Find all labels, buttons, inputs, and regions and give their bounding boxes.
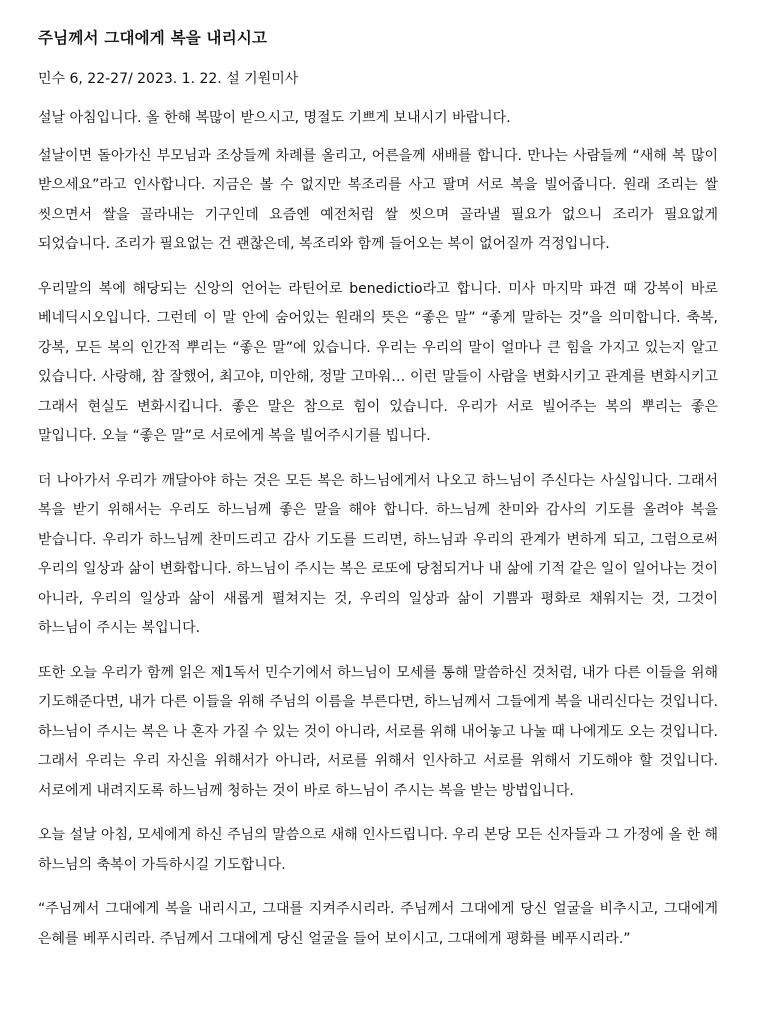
paragraph-4: 더 나아가서 우리가 깨달아야 하는 것은 모든 복은 하느님에게서 나오고 하느님이 주신다는 사실입니다. 그래서 복을 받기 위해서는 우리도 하느님께 좋은 말을 해야 합니다. 하느님께 찬미와 감사의 기도를 올려야 복을 받습니다. 우리가 하느님께 찬미드리고 감사 기도를 드리면, 하느님과 우리의 관계가 변하게 되고, 그럼으로써 우리의 일상과 삶이 변화합니다. 하느님이 주시는 복은 로또에 당첨되거나 내 삶에 기적 같은 일이 일어나는 것이 아니라, 우리의 일상과 삶이 새롭게 펼쳐지는 것, 우리의 일상과 삶이 기쁨과 평화로 채워지는 것, 그것이 하느님이 주시는 복입니다.: [38, 472, 718, 636]
paragraph-2: 설날이면 돌아가신 부모님과 조상들께 차례를 올리고, 어른을께 새배를 합니다. 만나는 사람들께 “새해 복 많이 받으세요”라고 인사합니다. 지금은 볼 수 없지만 복조리를 사고 팔며 서로 복을 빌어줍니다. 원래 조리는 쌀 씻으면서 쌀을 골라내는 기구인데 요즘엔 예전처럼 쌀 씻으며 골라낼 필요가 없으니 조리가 필요없게 되었습니다. 조리가 필요없는 건 괜찮은데, 복조리와 함께 들어오는 복이 없어질까 걱정입니다.: [38, 147, 718, 252]
paragraph-6: 오늘 설날 아침, 모세에게 하신 주님의 말씀으로 새해 인사드립니다. 우리 본당 모든 신자들과 그 가정에 올 한 해 하느님의 축복이 가득하시길 기도합니다.: [38, 827, 718, 873]
paragraph-7: “주님께서 그대에게 복을 내리시고, 그대를 지켜주시리라. 주님께서 그대에게 당신 얼굴을 비추시고, 그대에게 은혜를 베푸시리라. 주님께서 그대에게 당신 얼굴을 들어 보이시고, 그대에게 평화를 베푸시리라.”: [38, 901, 718, 947]
paragraph-3: 우리말의 복에 해당되는 신앙의 언어는 라틴어로 benedictio라고 합니다. 미사 마지막 파견 때 강복이 바로 베네딕시오입니다. 그런데 이 말 안에 숨어있는 원래의 뜻은 “좋은 말” “좋게 말하는 것”을 의미합니다. 축복, 강복, 모든 복의 인간적 뿌리는 “좋은 말”에 있습니다. 우리는 우리의 말이 얼마나 큰 힘을 가지고 있는지 알고 있습니다. 사랑해, 참 잘했어, 최고야, 미안해, 정말 고마워… 이런 말들이 사람을 변화시키고 관계를 변화시키고 그래서 현실도 변화시킵니다. 좋은 말은 참으로 힘이 있습니다. 우리가 서로 빌어주는 복의 뿌리는 좋은 말입니다. 오늘 “좋은 말”로 서로에게 복을 빌어주시기를 빕니다.: [38, 280, 718, 444]
document-subtitle: 민수 6, 22-27/ 2023. 1. 22. 설 기원미사: [38, 71, 299, 87]
paragraph-1: 설날 아침입니다. 올 한해 복많이 받으시고, 명절도 기쁘게 보내시기 바랍니다.: [38, 110, 511, 126]
document-page: [38, 26, 718, 969]
document-title: 주님께서 그대에게 복을 내리시고: [38, 29, 268, 47]
paragraph-5: 또한 오늘 우리가 함께 읽은 제1독서 민수기에서 하느님이 모세를 통해 말씀하신 것처럼, 내가 다른 이들을 위해 기도해준다면, 내가 다른 이들을 위해 주님의 이름을 부른다면, 하느님께서 그들에게 복을 내리신다는 것입니다. 하느님이 주시는 복은 나 혼자 가질 수 있는 것이 아니라, 서로를 위해 내어놓고 나눌 때 나에게도 오는 것입니다. 그래서 우리는 우리 자신을 위해서가 아니라, 서로를 위해서 인사하고 서로를 위해서 기도해야 할 것입니다. 서로에게 내려지도록 하느님께 청하는 것이 바로 하느님이 주시는 복을 받는 방법입니다.: [38, 664, 718, 799]
